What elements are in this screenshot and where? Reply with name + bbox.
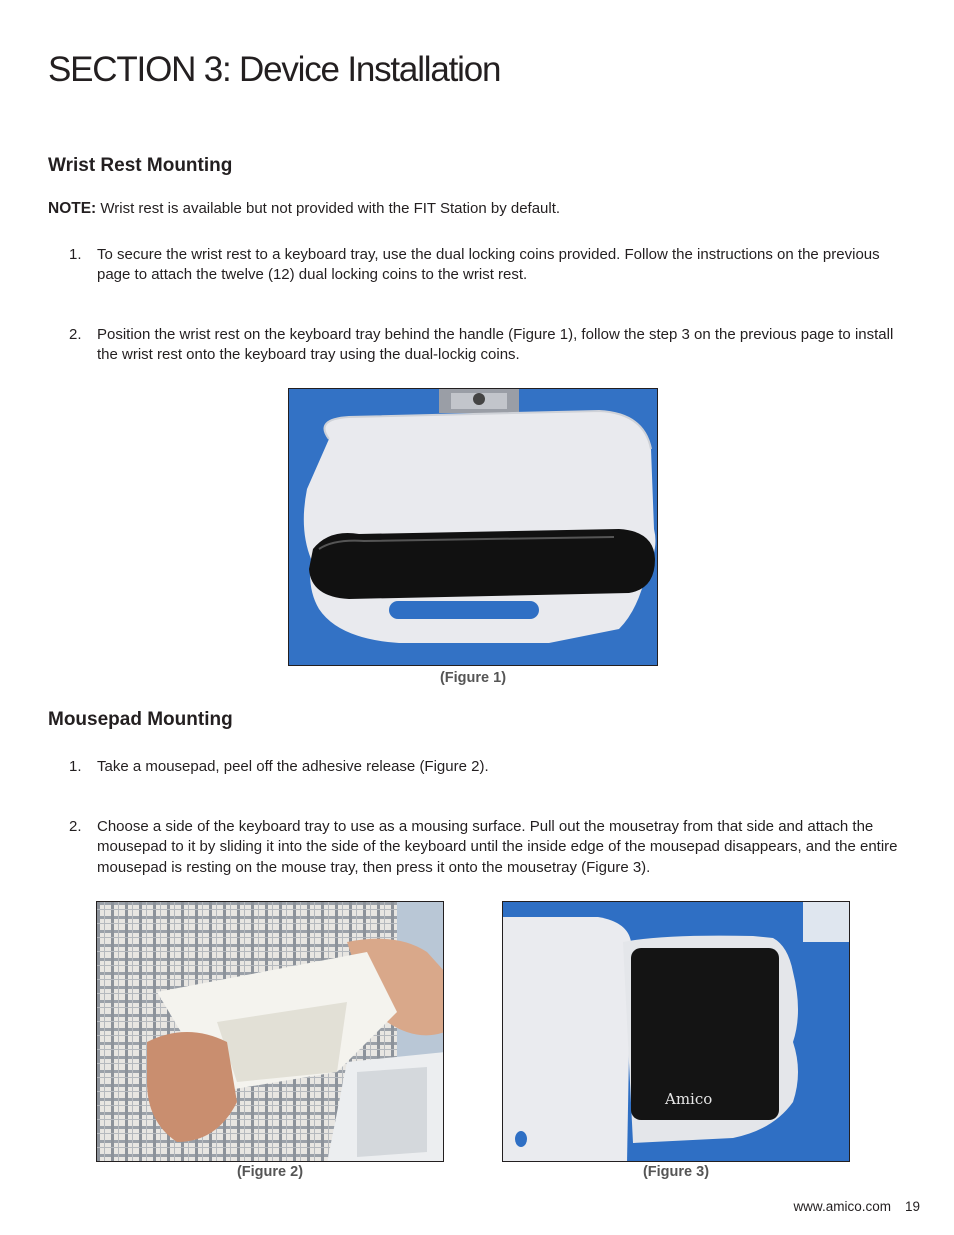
- wrist-rest-heading: Wrist Rest Mounting: [48, 155, 233, 176]
- step-number: 1.: [69, 758, 82, 775]
- figure-2-photo: [96, 901, 444, 1162]
- figure-3-caption: (Figure 3): [642, 1164, 710, 1180]
- figure-3-photo: [502, 901, 850, 1162]
- figure-1-caption: (Figure 1): [439, 670, 507, 686]
- page-number: 19: [904, 1199, 920, 1214]
- wrist-step-2: [69, 325, 899, 366]
- step-number: 2.: [69, 326, 82, 343]
- wrist-step-1: [69, 245, 899, 286]
- website-link[interactable]: www.amico.com: [793, 1199, 891, 1214]
- mousepad-logo: Amico: [665, 1090, 713, 1108]
- page-footer: [793, 1199, 920, 1214]
- step-number: 2.: [69, 818, 82, 835]
- mousepad-step-2: [69, 817, 899, 878]
- page-title: SECTION 3: Device Installation: [48, 50, 501, 89]
- figure-1-photo: [288, 388, 658, 666]
- mousepad-step-1: [69, 757, 899, 777]
- note-paragraph: [48, 199, 560, 219]
- step-number: 1.: [69, 246, 82, 263]
- step-text: Choose a side of the keyboard tray to use as a mousing surface. Pull out the mousetray from that side and attach the mousepad to it by sliding it into the side of the keyboard until the inside edge of the mousepad disappears, and the entire mousepad is resting on the mouse tray, then press it onto the mousetray (Figure 3).: [97, 818, 898, 876]
- figure-2-caption: (Figure 2): [236, 1164, 304, 1180]
- note-text: Wrist rest is available but not provided with the FIT Station by default.: [96, 200, 561, 217]
- mousepad-heading: Mousepad Mounting: [48, 709, 233, 730]
- step-text: Take a mousepad, peel off the adhesive release (Figure 2).: [97, 758, 489, 775]
- step-text: Position the wrist rest on the keyboard tray behind the handle (Figure 1), follow the step 3 on the previous page to install the wrist rest onto the keyboard tray using the dual-lockig coins.: [97, 326, 894, 364]
- step-text: To secure the wrist rest to a keyboard tray, use the dual locking coins provided. Follow the instructions on the previous page to attach the twelve (12) dual locking coins to the wrist rest.: [97, 246, 880, 284]
- note-label: NOTE:: [48, 200, 97, 217]
